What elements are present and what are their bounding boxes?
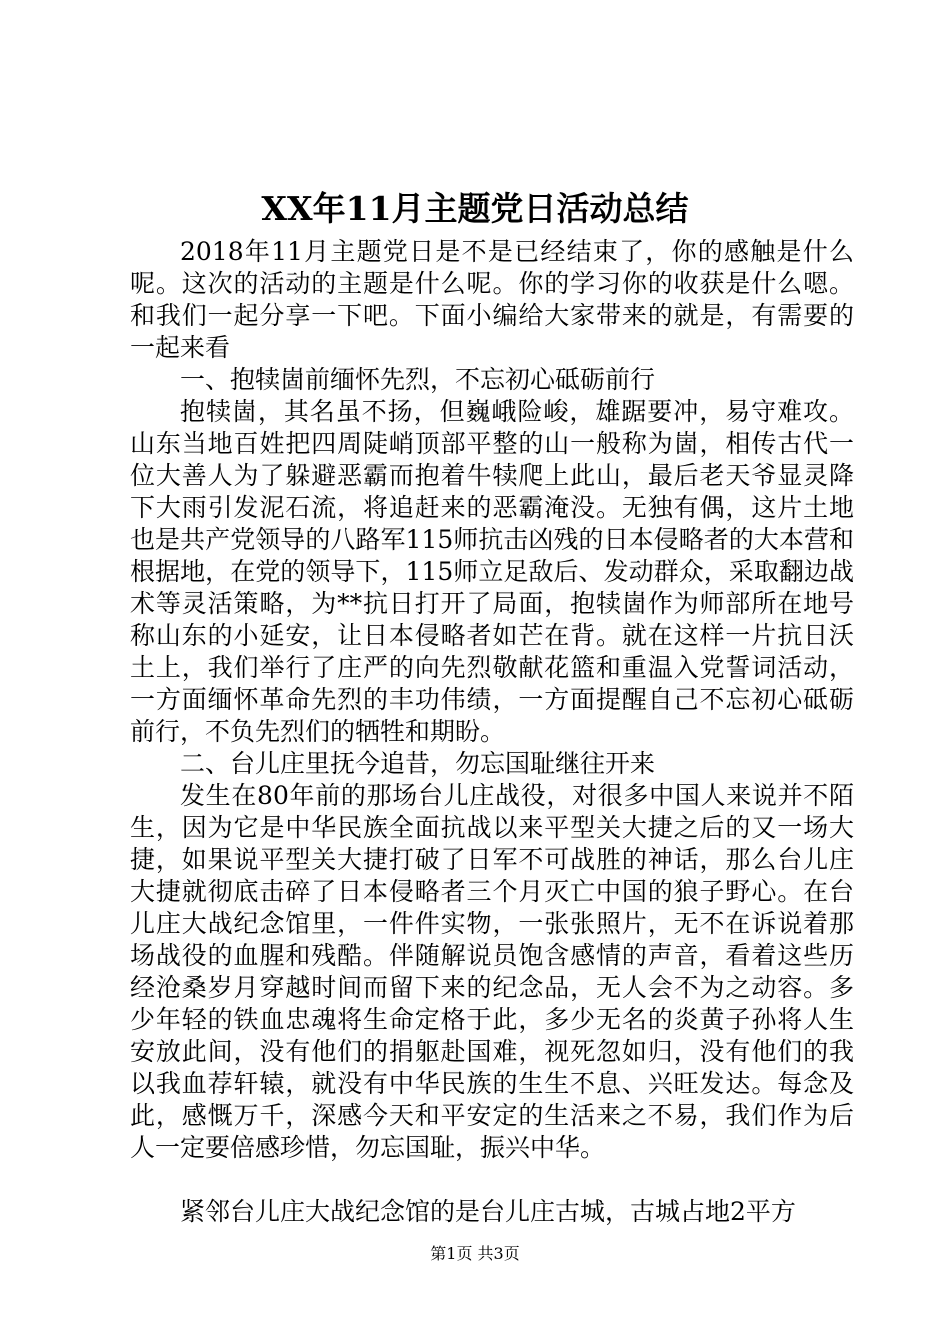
section-2-continued-paragraph: 紧邻台儿庄大战纪念馆的是台儿庄古城，古城占地2平方: [180, 1197, 796, 1226]
intro-paragraph: 2018年11月主题党日是不是已经结束了，你的感触是什么呢。这次的活动的主题是什么呢。你的学习你的收获是什么嗯。和我们一起分享一下吧。下面小编给大家带来的就是，有需要的一起来看: [130, 237, 854, 362]
document-body: [130, 236, 854, 1228]
section-heading-1: 一、抱犊崮前缅怀先烈，不忘初心砥砺前行: [180, 365, 656, 394]
section-1-paragraph: 抱犊崮，其名虽不扬，但巍峨险峻，雄踞要冲，易守难攻。山东当地百姓把四周陡峭顶部平整的山一般称为崮，相传古代一位大善人为了躲避恶霸而抱着牛犊爬上此山，最后老天爷显灵降下大雨引发泥石流，将追赶来的恶霸淹没。无独有偶，这片土地也是共产党领导的八路军115师抗击凶残的日本侵略者的大本营和根据地，在党的领导下，115师立足敌后、发动群众，采取翻边战术等灵活策略，为**抗日打开了局面，抱犊崮作为师部所在地号称山东的小延安，让日本侵略者如芒在背。就在这样一片抗日沃土上，我们举行了庄严的向先烈敬献花篮和重温入党誓词活动，一方面缅怀革命先烈的丰功伟绩，一方面提醒自己不忘初心砥砺前行，不负先烈们的牺牲和期盼。: [130, 397, 854, 746]
section-heading-2: 二、台儿庄里抚今追昔，勿忘国耻继往开来: [180, 749, 656, 778]
section-2-paragraph: 发生在80年前的那场台儿庄战役，对很多中国人来说并不陌生，因为它是中华民族全面抗战以来平型关大捷之后的又一场大捷，如果说平型关大捷打破了日军不可战胜的神话，那么台儿庄大捷就彻底击碎了日本侵略者三个月灭亡中国的狼子野心。在台儿庄大战纪念馆里，一件件实物，一张张照片，无不在诉说着那场战役的血腥和残酷。伴随解说员饱含感情的声音，看着这些历经沧桑岁月穿越时间而留下来的纪念品，无人会不为之动容。多少年轻的铁血忠魂将生命定格于此，多少无名的炎黄子孙将人生安放此间，没有他们的捐躯赴国难，视死忽如归，没有他们的我以我血荐轩辕，就没有中华民族的生生不息、兴旺发达。每念及此，感慨万千，深感今天和平安定的生活来之不易，我们作为后人一定要倍感珍惜，勿忘国耻，振兴中华。: [130, 781, 854, 1162]
page-footer: 第1页 共3页: [430, 1244, 520, 1263]
document-title: XX年11月主题党日活动总结: [261, 189, 689, 228]
